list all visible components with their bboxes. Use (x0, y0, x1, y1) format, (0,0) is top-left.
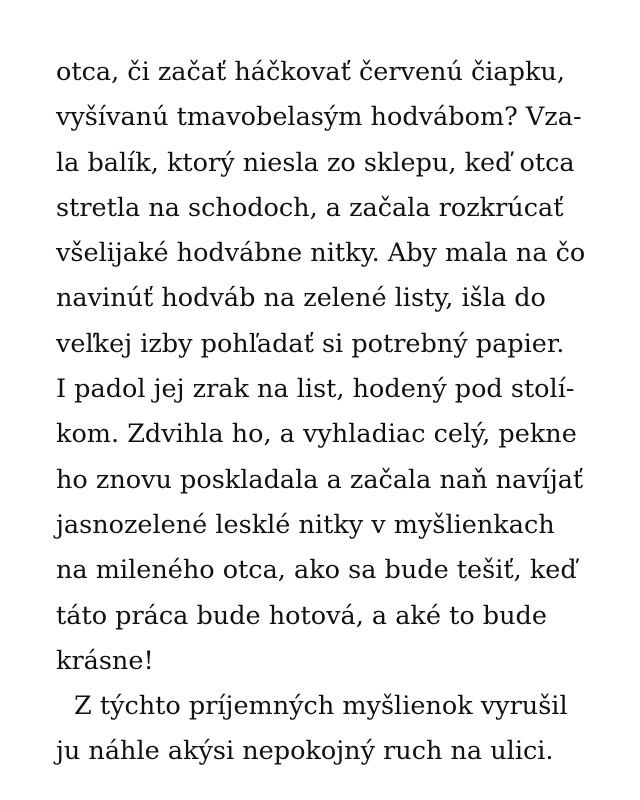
text-line: stretla na schodoch, a začala rozkrúcať (56, 192, 564, 223)
text-line: na mileného otca, ako sa bude tešiť, keď (56, 555, 577, 586)
text-line: la balík, ktorý niesla zo sklepu, keď otca (56, 147, 575, 178)
text-line: vyšívanú tmavobelasým hodvábom? Vza- (56, 102, 582, 133)
text-line: veľkej izby pohľadať si potrebný papier. (56, 328, 565, 359)
text-line: navinúť hodváb na zelené listy, išla do (56, 283, 546, 314)
text-line: všelijaké hodvábne nitky. Aby mala na čo (56, 238, 586, 269)
text-line: kom. Zdvihla ho, a vyhladiac celý, pekne (56, 419, 577, 450)
text-line: ho znovu poskladala a začala naň navíjať (56, 464, 584, 495)
paragraph-start-line: Z týchto príjemných myšlienok vyrušil (74, 691, 568, 722)
text-line: jasnozelené lesklé nitky v myšlienkach (56, 509, 555, 540)
text-line: I padol jej zrak na list, hodený pod stolí- (56, 374, 575, 405)
text-line: táto práca bude hotová, a aké to bude (56, 600, 547, 631)
body-text (56, 50, 596, 775)
text-line: krásne! (56, 645, 154, 676)
text-line: otca, či začať háčkovať červenú čiapku, (56, 57, 565, 87)
text-line: ju náhle akýsi nepokojný ruch na ulici. (56, 736, 554, 767)
